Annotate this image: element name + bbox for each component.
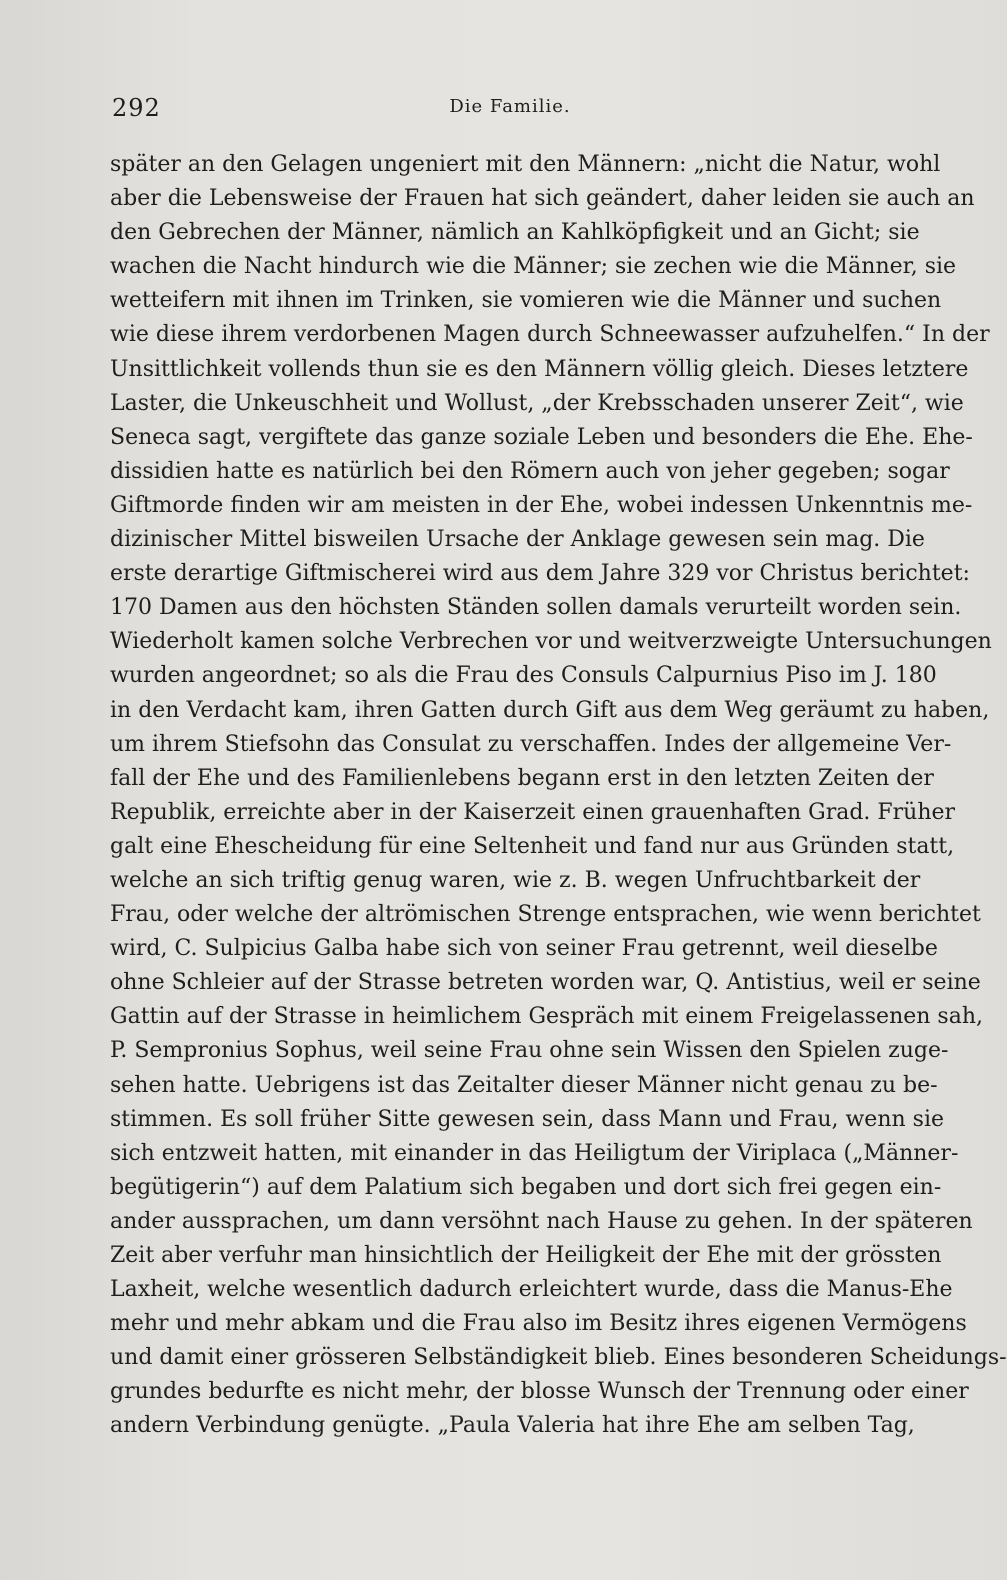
text-line: P. Sempronius Sophus, weil seine Frau ohne sein Wissen den Spielen zuge-	[110, 1038, 949, 1064]
text-line: Republik, erreichte aber in der Kaiserzeit einen grauenhaften Grad. Früher	[110, 799, 956, 825]
text-line: Laster, die Unkeuschheit und Wollust, „der Krebsschaden unserer Zeit“, wie	[110, 390, 964, 416]
text-line: grundes bedurfte es nicht mehr, der blosse Wunsch der Trennung oder einer	[110, 1379, 969, 1405]
text-line: aber die Lebensweise der Frauen hat sich geändert, daher leiden sie auch an	[110, 186, 975, 212]
text-line: ohne Schleier auf der Strasse betreten worden war, Q. Antistius, weil er seine	[110, 970, 981, 996]
text-line: andern Verbindung genügte. „Paula Valeria hat ihre Ehe am selben Tag,	[110, 1413, 915, 1439]
text-line: wurden angeordnet; so als die Frau des Consuls Calpurnius Piso im J. 180	[110, 663, 937, 689]
text-line: wetteifern mit ihnen im Trinken, sie vomieren wie die Männer und suchen	[110, 288, 942, 314]
text-line: erste derartige Giftmischerei wird aus dem Jahre 329 vor Christus berichtet:	[110, 561, 970, 587]
text-line: Zeit aber verfuhr man hinsichtlich der Heiligkeit der Ehe mit der grössten	[110, 1243, 942, 1268]
text-line: stimmen. Es soll früher Sitte gewesen sein, dass Mann und Frau, wenn sie	[110, 1106, 945, 1132]
text-line: sich entzweit hatten, mit einander in das Heiligtum der Viriplaca („Männer-	[110, 1140, 959, 1166]
text-line: welche an sich triftig genug waren, wie z. B. wegen Unfruchtbarkeit der	[110, 867, 921, 893]
text-line: wie diese ihrem verdorbenen Magen durch Schneewasser aufzuhelfen.“ In der	[110, 322, 990, 348]
text-line: Unsittlichkeit vollends thun sie es den Männern völlig gleich. Dieses letztere	[110, 356, 969, 382]
text-line: mehr und mehr abkam und die Frau also im Besitz ihres eigenen Vermögens	[110, 1311, 967, 1337]
running-head: Die Familie.	[449, 96, 571, 117]
text-line: Seneca sagt, vergiftete das ganze soziale Leben und besonders die Ehe. Ehe-	[110, 424, 973, 450]
text-line: ander aussprachen, um dann versöhnt nach Hause zu gehen. In der späteren	[110, 1208, 973, 1234]
text-line: Giftmorde finden wir am meisten in der Ehe, wobei indessen Unkenntnis me-	[110, 492, 973, 518]
text-line: fall der Ehe und des Familienlebens begann erst in den letzten Zeiten der	[110, 765, 934, 791]
text-line: sehen hatte. Uebrigens ist das Zeitalter dieser Männer nicht genau zu be-	[110, 1072, 938, 1098]
text-line: begütigerin“) auf dem Palatium sich begaben und dort sich frei gegen ein-	[110, 1174, 942, 1200]
text-line: den Gebrechen der Männer, nämlich an Kahlköpfigkeit und an Gicht; sie	[110, 220, 920, 246]
text-line: wachen die Nacht hindurch wie die Männer; sie zechen wie die Männer, sie	[110, 254, 957, 280]
text-line: um ihrem Stiefsohn das Consulat zu verschaffen. Indes der allgemeine Ver-	[110, 731, 952, 757]
text-line: später an den Gelagen ungeniert mit den Männern: „nicht die Natur, wohl	[110, 152, 941, 177]
page-header	[112, 94, 908, 124]
text-line: Wiederholt kamen solche Verbrechen vor und weitverzweigte Untersuchungen	[110, 629, 992, 655]
text-line: dissidien hatte es natürlich bei den Römern auch von jeher gegeben; sogar	[110, 458, 950, 484]
text-line: Frau, oder welche der altrömischen Strenge entsprachen, wie wenn berichtet	[110, 902, 981, 928]
page-number: 292	[112, 94, 161, 122]
text-line: galt eine Ehescheidung für eine Seltenheit und fand nur aus Gründen statt,	[110, 833, 955, 859]
text-line: in den Verdacht kam, ihren Gatten durch Gift aus dem Weg geräumt zu haben,	[110, 697, 990, 723]
text-line: Laxheit, welche wesentlich dadurch erleichtert wurde, dass die Manus-Ehe	[110, 1277, 953, 1303]
text-line: 170 Damen aus den höchsten Ständen sollen damals verurteilt worden sein.	[110, 595, 962, 621]
text-line: Gattin auf der Strasse in heimlichem Gespräch mit einem Freigelassenen sah,	[110, 1004, 983, 1030]
text-line: wird, C. Sulpicius Galba habe sich von seiner Frau getrennt, weil dieselbe	[110, 936, 938, 962]
text-line: dizinischer Mittel bisweilen Ursache der Anklage gewesen sein mag. Die	[110, 527, 925, 553]
body-text	[110, 148, 1007, 1444]
text-line: und damit einer grösseren Selbständigkeit blieb. Eines besonderen Scheidungs-	[110, 1345, 1007, 1371]
